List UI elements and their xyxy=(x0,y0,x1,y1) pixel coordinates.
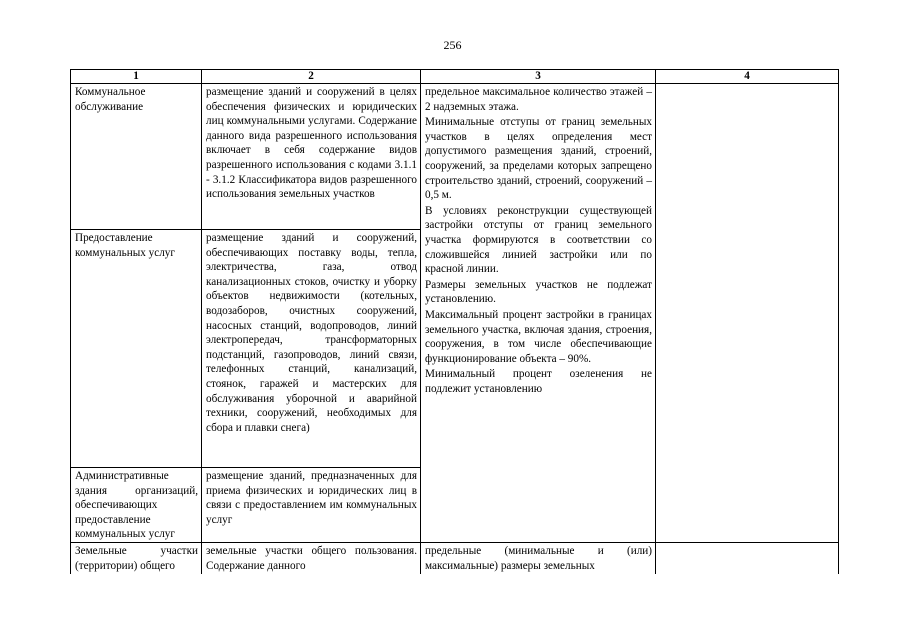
land-use-description xyxy=(202,230,421,468)
parameter-paragraph: Размеры земельных участков не подлежат установлению. xyxy=(425,278,652,306)
land-use-table xyxy=(70,69,839,574)
land-use-description-text: размещение зданий и сооружений, обеспечивающих поставку воды, тепла, электричества, газа, отвод канализационных стоков, очистку и уборку объектов недвижимости (котельных, водозаборов, очистных сооружений, насосных станций, водопроводов, линий электропередач, трансформаторных подстанций, газопроводов, линий связи, телефонных станций, канализаций, стоянок, гаражей и мастерских для обслуживания уборочной и аварийной техники, сооружений, необходимых для сбора и плавки снега) xyxy=(206,232,417,434)
table-row xyxy=(71,542,839,574)
empty-column-4-cell xyxy=(656,542,839,574)
parameters-cell xyxy=(421,542,656,574)
land-use-name-text: Земельные участки (территории) общего xyxy=(75,544,198,572)
land-use-name xyxy=(71,84,202,230)
land-use-name-text: Коммунальное обслуживание xyxy=(75,86,146,113)
land-use-name xyxy=(71,230,202,468)
land-use-description-text: размещение зданий, предназначенных для приема физических и юридических лиц в связи с предоставлением им коммунальных услуг xyxy=(206,470,417,526)
column-header-4: 4 xyxy=(656,70,839,84)
land-use-description xyxy=(202,84,421,230)
empty-column-4-cell xyxy=(656,84,839,543)
land-use-description xyxy=(202,542,421,574)
header-row xyxy=(71,70,839,84)
page-number: 256 xyxy=(443,38,462,52)
parameter-paragraph: Максимальный процент застройки в границах земельного участка, включая здания, строения, сооружения, в том числе обеспечивающие функционирование объекта – 90%. xyxy=(425,308,652,365)
land-use-description xyxy=(202,468,421,543)
column-header-2: 2 xyxy=(202,70,421,84)
parameter-paragraph: предельное максимальное количество этажей – 2 надземных этажа. xyxy=(425,86,652,113)
land-use-description-text: размещение зданий и сооружений в целях обеспечения физических и юридических лиц коммунальными услугами. Содержание данного вида разрешенного использования включает в себя содержание видов разрешенного использования с кодами 3.1.1 - 3.1.2 Классификатора видов разрешенного использования земельных участков xyxy=(206,86,417,201)
parameters-cell xyxy=(421,84,656,543)
column-header-3: 3 xyxy=(421,70,656,84)
land-use-name xyxy=(71,468,202,543)
parameter-paragraph: В условиях реконструкции существующей застройки отступы от границ земельного участка формируются в соответствии со сложившейся линией застройки или по красной линии. xyxy=(425,204,652,276)
land-use-description-text: земельные участки общего пользования. Содержание данного xyxy=(206,544,417,572)
parameter-paragraph: Минимальные отступы от границ земельных участков в целях определения мест допустимого размещения зданий, строений, сооружений, за пределами которых запрещено строительство зданий, строений, сооружений – 0,5 м. xyxy=(425,116,652,202)
table-row xyxy=(71,84,839,230)
land-use-name xyxy=(71,542,202,574)
column-header-1: 1 xyxy=(71,70,202,84)
parameter-paragraph: Минимальный процент озеленения не подлежит установлению xyxy=(425,368,652,395)
land-use-name-text: Административные здания организаций, обеспечивающих предоставление коммунальных услуг xyxy=(75,470,198,541)
parameter-paragraph: предельные (минимальные и (или) максимальные) размеры земельных xyxy=(425,544,652,572)
land-use-name-text: Предоставление коммунальных услуг xyxy=(75,232,175,259)
